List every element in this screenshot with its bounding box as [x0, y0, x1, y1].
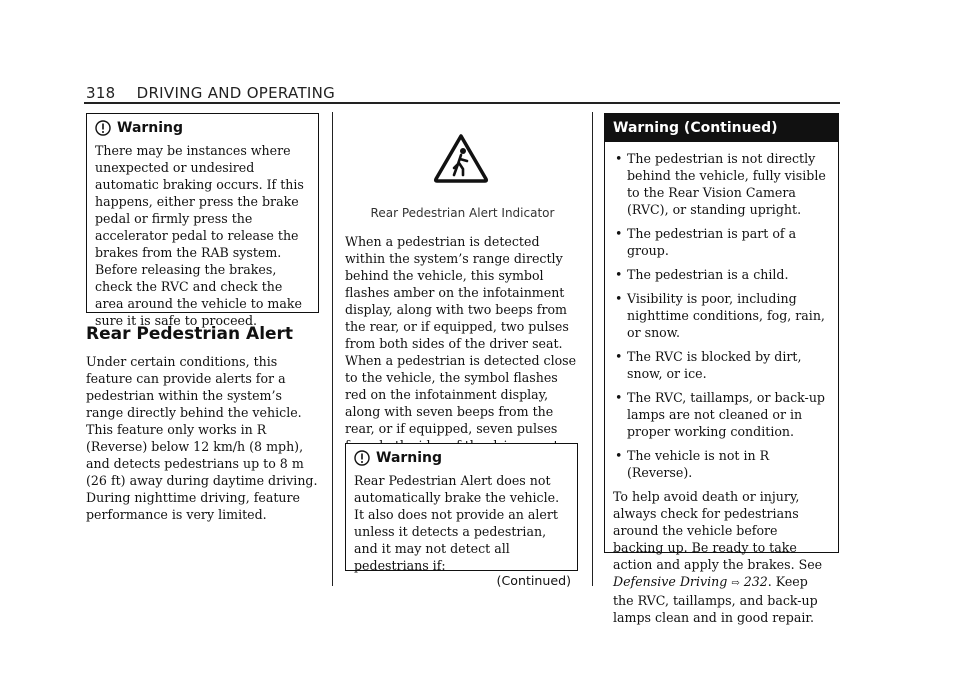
warning-header — [87, 114, 318, 140]
warning-bullet-list — [613, 150, 830, 481]
warning-continued-header — [605, 114, 838, 142]
warning-title: Warning — [376, 450, 443, 466]
detection-paragraph: When a pedestrian is detected within the system’s range directly behind the vehicle, this symbol flashes amber on the infotainment display, along with two beeps from the rear, or if equipped, two pulses from both sides of the driver seat. When a pedestrian is detected close to the vehicle, the symbol flashes red on the infotainment display, along with seven beeps from the rear, or if equipped, seven pulses — [345, 234, 577, 436]
column-divider-1 — [332, 112, 333, 586]
warning-icon — [354, 450, 370, 466]
header-rule — [84, 102, 840, 104]
list-item: • The pedestrian is not directly behind the vehicle, fully visible to the Rear Vision Camera (RVC), or standing upright. — [613, 150, 830, 218]
warning-header — [346, 444, 577, 470]
warning-title: Warning (Continued) — [613, 120, 778, 136]
rear-pedestrian-paragraph: Under certain conditions, this feature can provide alerts for a pedestrian within the system’s range directly behind the vehicle. This feature only works in R (Reverse) below 12 km/h (8 mph), and detects pedestrians up to 8 m (26 ft) away during daytime driving. During nighttime driving, feature performance is very limited. — [86, 354, 318, 522]
warning-body — [605, 142, 838, 632]
page-header — [86, 84, 335, 102]
closing-text-end: . Keep the RVC, taillamps, and back-up lamps clean and in good repair. — [613, 574, 818, 625]
page-number: 318 — [86, 84, 116, 102]
warning-title: Warning — [117, 120, 184, 136]
pedestrian-alert-icon — [433, 133, 489, 183]
section-title: DRIVING AND OPERATING — [136, 84, 336, 102]
warning-body: Rear Pedestrian Alert does not automatically brake the vehicle. It also does not provide an alert unless it detects a pedestrian, and it may not detect all pedestrians if: — [354, 473, 560, 573]
list-item: • The pedestrian is a child. — [613, 266, 830, 283]
list-item: • The RVC is blocked by dirt, snow, or ice. — [613, 348, 830, 382]
list-item: • The vehicle is not in R (Reverse). — [613, 447, 830, 481]
list-item: • Visibility is poor, including nighttime conditions, fog, rain, or snow. — [613, 290, 830, 341]
section-heading: Rear Pedestrian Alert — [86, 324, 294, 344]
list-item: • The pedestrian is part of a group. — [613, 225, 830, 259]
page-ref-arrow-icon: ⇨ — [731, 578, 740, 589]
warning-icon — [95, 120, 111, 136]
warning-box-continued — [604, 113, 839, 625]
column-divider-2 — [592, 112, 593, 586]
warning-box-rab — [86, 113, 319, 328]
page-ref-number[interactable]: 232 — [743, 574, 768, 589]
warning-box-pedestrian — [345, 443, 578, 588]
list-item: • The RVC, taillamps, or back-up lamps are not cleaned or in proper working condition. — [613, 389, 830, 440]
warning-body: There may be instances where unexpected or undesired automatic braking occurs. If this happens, either press the brake pedal or firmly press the accelerator pedal to release the brakes from the RAB system. Before releasing the brakes, check the RVC and check the area around the vehicle to make sure it is safe to proceed. — [95, 143, 304, 328]
icon-caption: Rear Pedestrian Alert Indicator — [370, 206, 555, 220]
defensive-driving-link[interactable]: Defensive Driving — [613, 574, 728, 589]
closing-text: To help avoid death or injury, always check for pedestrians around the vehicle before backing up. Be ready to take action and apply the brakes. See — [613, 489, 823, 572]
continued-label: (Continued) — [496, 573, 571, 588]
warning-closing-paragraph — [613, 488, 830, 626]
